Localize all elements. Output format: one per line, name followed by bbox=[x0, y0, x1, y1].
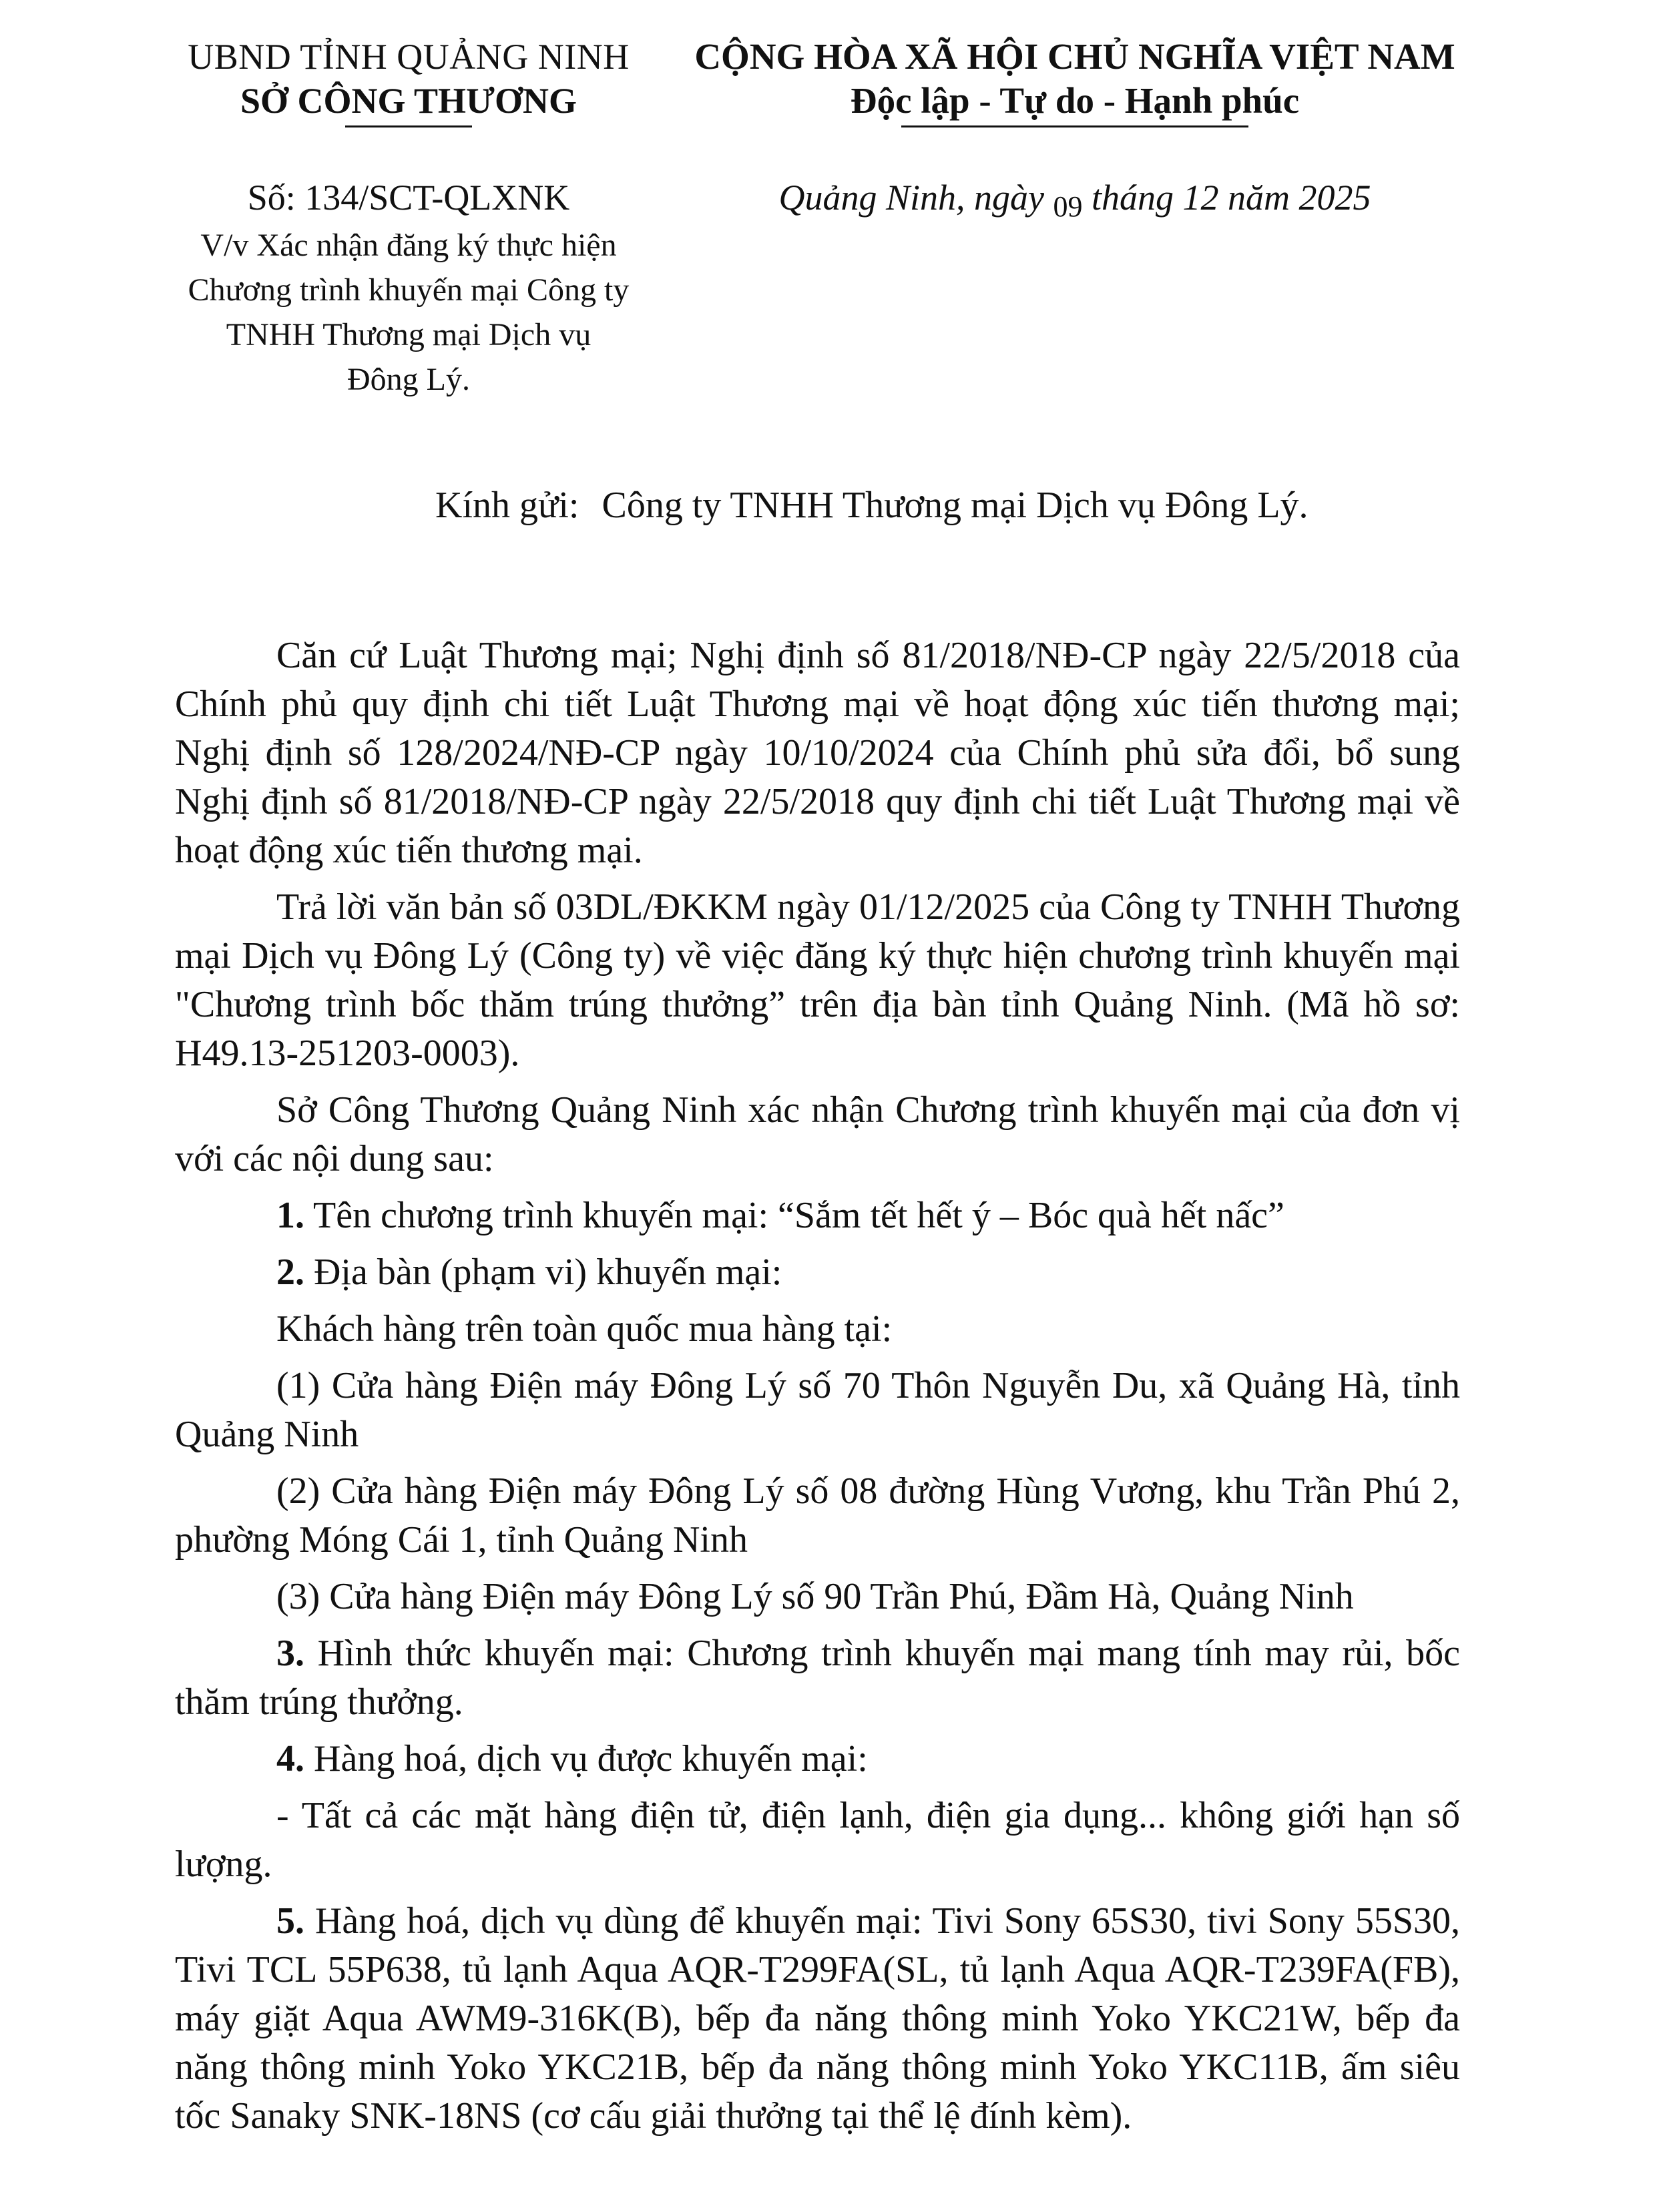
place-date-suffix: tháng 12 năm 2025 bbox=[1092, 178, 1371, 218]
item-number: 3. bbox=[276, 1633, 304, 1674]
subject-line: Chương trình khuyến mại Công ty bbox=[188, 272, 630, 308]
item-scope bbox=[175, 1248, 1460, 1297]
store-address: (1) Cửa hàng Điện máy Đông Lý số 70 Thôn Nguyễn Du, xã Quảng Hà, tỉnh Quảng Ninh bbox=[175, 1365, 1460, 1455]
item-prize-goods bbox=[175, 1897, 1460, 2141]
item-number: 4. bbox=[276, 1738, 304, 1779]
confirmation-paragraph: Sở Công Thương Quảng Ninh xác nhận Chương trình khuyến mại của đơn vị với các nội dung sau: bbox=[175, 1089, 1460, 1179]
issuing-agency-block bbox=[155, 35, 662, 127]
item-program-name bbox=[175, 1191, 1460, 1240]
motto-underline bbox=[901, 125, 1248, 127]
item-number: 1. bbox=[276, 1195, 304, 1236]
item-text: Hàng hoá, dịch vụ dùng để khuyến mại: Tivi Sony 65S30, tivi Sony 55S30, Tivi TCL 55P638, tủ lạnh Aqua AQR-T299FA(SL, tủ lạnh Aqua AQR-T239FA(FB), máy giặt Aqua AWM9-316K(B), bếp đa năng thông minh Yoko YKC21W, bếp đa năng thông minh Yoko YKC21B, bếp đa năng thông minh Yoko YKC11B, ấm siêu tốc Sanaky SNK-18NS (cơ cấu giải thưởng tại thể lệ đính kèm). bbox=[175, 1900, 1461, 2137]
promoted-goods-detail: - Tất cả các mặt hàng điện tử, điện lạnh, điện gia dụng... không giới hạn số lượng. bbox=[175, 1795, 1460, 1885]
subject-line: TNHH Thương mại Dịch vụ bbox=[226, 317, 591, 352]
national-header-block bbox=[674, 35, 1475, 127]
number-label: Số: bbox=[247, 178, 296, 218]
item-text: Hàng hoá, dịch vụ được khuyến mại: bbox=[314, 1738, 868, 1779]
store-address: (3) Cửa hàng Điện máy Đông Lý số 90 Trần Phú, Đầm Hà, Quảng Ninh bbox=[276, 1576, 1354, 1617]
item-promoted-goods bbox=[175, 1735, 1460, 1783]
item-text: Hình thức khuyến mại: Chương trình khuyến mại mang tính may rủi, bốc thăm trúng thưởng. bbox=[175, 1633, 1460, 1723]
letter-body bbox=[175, 631, 1460, 2149]
subject-line: V/v Xác nhận đăng ký thực hiện bbox=[200, 228, 617, 263]
item-promotion-form bbox=[175, 1629, 1460, 1727]
reply-paragraph: Trả lời văn bản số 03DL/ĐKKM ngày 01/12/2025 của Công ty TNHH Thương mại Dịch vụ Đông Lý (Công ty) về việc đăng ký thực hiện chương trình khuyến mại "Chương trình bốc thăm trúng thưởng” trên địa bàn tỉnh Quảng Ninh. (Mã hồ sơ: H49.13-251203-0003). bbox=[175, 886, 1460, 1074]
item-number: 2. bbox=[276, 1252, 304, 1293]
store-address: (2) Cửa hàng Điện máy Đông Lý số 08 đường Hùng Vương, khu Trần Phú 2, phường Móng Cái 1, tỉnh Quảng Ninh bbox=[175, 1470, 1460, 1561]
number-suffix: /SCT-QLXNK bbox=[359, 178, 570, 218]
department-underline bbox=[345, 125, 472, 127]
recipient-line bbox=[435, 482, 1309, 529]
national-motto: Độc lập - Tự do - Hạnh phúc bbox=[850, 80, 1300, 121]
issue-day: 09 bbox=[1053, 190, 1083, 223]
place-date-prefix: Quảng Ninh, ngày bbox=[778, 178, 1044, 218]
place-and-date bbox=[674, 175, 1475, 223]
subject-line: Đông Lý. bbox=[347, 362, 470, 397]
agency-name: UBND TỈNH QUẢNG NINH bbox=[188, 37, 630, 77]
number-value: 134 bbox=[304, 178, 359, 218]
document-subject bbox=[155, 223, 662, 402]
customers-line: Khách hàng trên toàn quốc mua hàng tại: bbox=[276, 1308, 893, 1350]
department-name: SỞ CÔNG THƯƠNG bbox=[240, 81, 577, 121]
nation-title: CỘNG HÒA XÃ HỘI CHỦ NGHĨA VIỆT NAM bbox=[694, 36, 1455, 77]
recipient-name: Công ty TNHH Thương mại Dịch vụ Đông Lý. bbox=[602, 485, 1309, 526]
item-text: Tên chương trình khuyến mại: “Sắm tết hết ý – Bóc quà hết nấc” bbox=[313, 1195, 1284, 1236]
item-text: Địa bàn (phạm vi) khuyến mại: bbox=[314, 1252, 782, 1293]
document-number bbox=[155, 175, 662, 220]
legal-basis-paragraph: Căn cứ Luật Thương mại; Nghị định số 81/2018/NĐ-CP ngày 22/5/2018 của Chính phủ quy định chi tiết Luật Thương mại về hoạt động xúc tiến thương mại; Nghị định số 128/2024/NĐ-CP ngày 10/10/2024 của Chính phủ sửa đổi, bổ sung Nghị định số 81/2018/NĐ-CP ngày 22/5/2018 quy định chi tiết Luật Thương mại về hoạt động xúc tiến thương mại. bbox=[175, 635, 1460, 871]
item-number: 5. bbox=[276, 1900, 304, 1942]
recipient-label: Kính gửi: bbox=[435, 485, 579, 526]
